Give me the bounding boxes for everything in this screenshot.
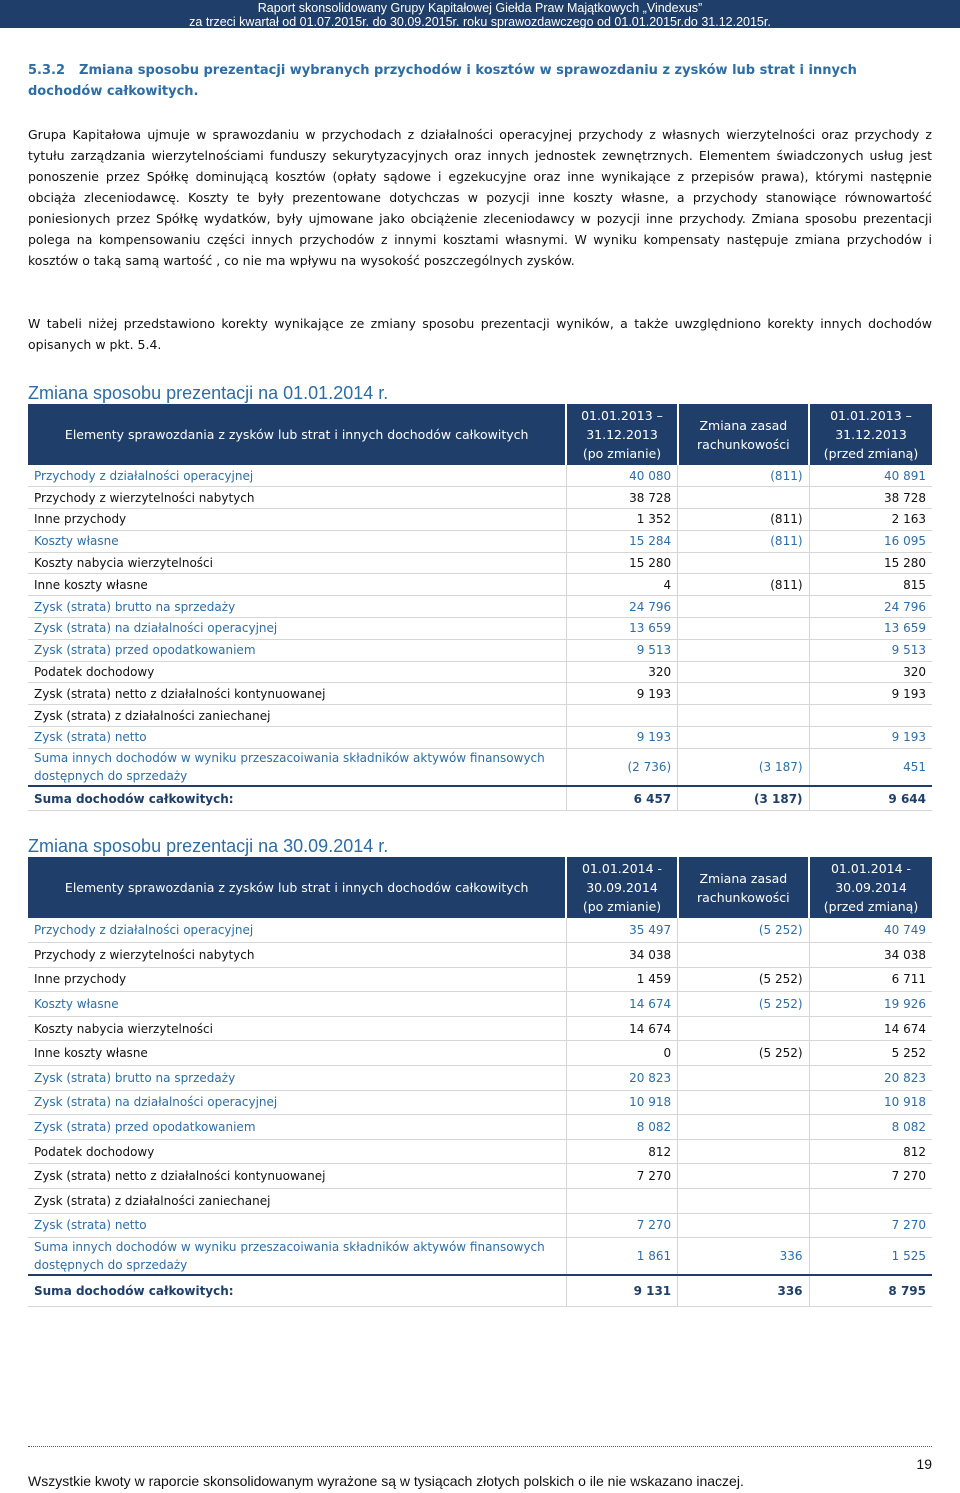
page-number: 19 <box>916 1456 932 1472</box>
row-label: Przychody z działalności operacyjnej <box>28 465 566 487</box>
row-value: (5 252) <box>678 992 809 1017</box>
row-label: Zysk (strata) przed opodatkowaniem <box>28 639 566 661</box>
row-value: 40 891 <box>809 465 932 487</box>
table-header-row <box>28 404 932 465</box>
row-value: 9 193 <box>566 727 677 749</box>
row-value: 38 728 <box>809 487 932 509</box>
table-row <box>28 1016 932 1041</box>
header-line-1: Raport skonsolidowany Grupy Kapitałowej Giełda Praw Majątkowych „Vindexus” <box>257 1 703 15</box>
footer-divider <box>28 1446 932 1447</box>
table-row <box>28 509 932 531</box>
total-row <box>28 1275 932 1306</box>
column-header: 01.01.2014 - 30.09.2014 (przed zmianą) <box>809 857 932 918</box>
total-value: 8 795 <box>809 1275 932 1306</box>
row-value: 6 711 <box>809 967 932 992</box>
table-row <box>28 1164 932 1189</box>
table-row <box>28 574 932 596</box>
row-value: 9 513 <box>809 639 932 661</box>
row-value: 40 749 <box>809 918 932 943</box>
column-header: Zmiana zasad rachunkowości <box>678 404 809 465</box>
row-value: 16 095 <box>809 530 932 552</box>
row-label: Zysk (strata) netto z działalności kontynuowanej <box>28 683 566 705</box>
table-row <box>28 487 932 509</box>
table-row <box>28 552 932 574</box>
table-row <box>28 967 932 992</box>
row-value: 40 080 <box>566 465 677 487</box>
row-label: Inne przychody <box>28 509 566 531</box>
row-value <box>678 727 809 749</box>
row-value: 38 728 <box>566 487 677 509</box>
paragraph-table-note: W tabeli niżej przedstawiono korekty wynikające ze zmiany sposobu prezentacji wyników, a także uwzględniono korekty innych dochodów opisanych w pkt. 5.4. <box>28 316 932 352</box>
row-value: 812 <box>566 1139 677 1164</box>
row-value: (5 252) <box>678 1041 809 1066</box>
row-value <box>678 596 809 618</box>
table1-title: Zmiana sposobu prezentacji na 01.01.2014 r. <box>28 383 389 403</box>
row-value <box>678 618 809 640</box>
row-label: Suma innych dochodów w wyniku przeszacoiwania składników aktywów finansowych dostępnych do sprzedaży <box>28 1238 566 1276</box>
row-value: 10 918 <box>809 1090 932 1115</box>
table-row <box>28 618 932 640</box>
row-label: Zysk (strata) na działalności operacyjnej <box>28 618 566 640</box>
row-value <box>678 1016 809 1041</box>
row-value: 14 674 <box>809 1016 932 1041</box>
row-value: (811) <box>678 465 809 487</box>
row-value: 34 038 <box>566 943 677 968</box>
row-value: 8 082 <box>566 1115 677 1140</box>
row-value <box>678 943 809 968</box>
row-value: 5 252 <box>809 1041 932 1066</box>
table-row <box>28 1090 932 1115</box>
row-label: Zysk (strata) na działalności operacyjnej <box>28 1090 566 1115</box>
row-value <box>678 487 809 509</box>
column-header: 01.01.2013 – 31.12.2013 (po zmianie) <box>566 404 677 465</box>
table-header-row <box>28 857 932 918</box>
row-value <box>566 1189 677 1214</box>
paragraph-intro: Grupa Kapitałowa ujmuje w sprawozdaniu w przychodach z działalności operacyjnej przychody z własnych wierzytelności oraz przychody z tytułu zarządzania wierzytelnościami funduszy sekurytyzacyjnych oraz innych jednostek zewnętrznych. Elementem świadczonych usług jest ponoszenie przez Spółkę dominującą kosztów (opłaty sądowe i egzekucyjne oraz inne wynikające z przepisów prawa), którymi następnie obciąża zleceniodawcę. Koszty te były prezentowane dotychczas w pozycji inne koszty własne, a przychody stanowiące równowartość poniesionych przez Spółkę wydatków, były ujmowane jako obciążenie zleceniodawcy w pozycji inne przychody. Zmiana sposobu prezentacji polega na kompensowaniu części innych przychodów z innymi kosztami własnymi. W wyniku kompensaty następuje zmiana przychodów i kosztów o taką samą wartość , co nie ma wpływu na wysokość poszczególnych zysków. <box>28 127 932 268</box>
total-label: Suma dochodów całkowitych: <box>28 786 566 811</box>
table-row <box>28 748 932 786</box>
row-value: (811) <box>678 574 809 596</box>
row-value: 19 926 <box>809 992 932 1017</box>
table-row <box>28 530 932 552</box>
row-label: Zysk (strata) brutto na sprzedaży <box>28 596 566 618</box>
row-label: Zysk (strata) z działalności zaniechanej <box>28 705 566 727</box>
table-row <box>28 661 932 683</box>
table-row <box>28 705 932 727</box>
section-title: Zmiana sposobu prezentacji wybranych przychodów i kosztów w sprawozdaniu z zysków lub strat i innych dochodów całkowitych. <box>28 63 857 99</box>
column-header: Elementy sprawozdania z zysków lub strat i innych dochodów całkowitych <box>28 857 566 918</box>
row-label: Koszty własne <box>28 530 566 552</box>
row-label: Podatek dochodowy <box>28 1139 566 1164</box>
table-row <box>28 918 932 943</box>
row-value: (811) <box>678 530 809 552</box>
row-value <box>678 1189 809 1214</box>
table-row <box>28 1213 932 1238</box>
row-value <box>678 1164 809 1189</box>
row-value: 14 674 <box>566 1016 677 1041</box>
table1 <box>28 404 932 811</box>
row-label: Koszty własne <box>28 992 566 1017</box>
row-value: (5 252) <box>678 918 809 943</box>
row-value: 1 525 <box>809 1238 932 1276</box>
total-value: 336 <box>678 1275 809 1306</box>
row-value: (3 187) <box>678 748 809 786</box>
row-value: 812 <box>809 1139 932 1164</box>
row-label: Przychody z wierzytelności nabytych <box>28 943 566 968</box>
table-row <box>28 1115 932 1140</box>
column-header: 01.01.2014 - 30.09.2014 (po zmianie) <box>566 857 677 918</box>
row-value <box>678 1213 809 1238</box>
row-value <box>566 705 677 727</box>
row-value: 7 270 <box>566 1164 677 1189</box>
row-value: 20 823 <box>809 1066 932 1091</box>
row-label: Podatek dochodowy <box>28 661 566 683</box>
row-label: Suma innych dochodów w wyniku przeszacoiwania składników aktywów finansowych dostępnych do sprzedaży <box>28 748 566 786</box>
row-label: Zysk (strata) netto <box>28 1213 566 1238</box>
row-value: 320 <box>809 661 932 683</box>
row-value: 7 270 <box>566 1213 677 1238</box>
row-value: 451 <box>809 748 932 786</box>
row-value: 15 280 <box>809 552 932 574</box>
table2-title: Zmiana sposobu prezentacji na 30.09.2014 r. <box>28 836 389 856</box>
row-label: Zysk (strata) netto z działalności kontynuowanej <box>28 1164 566 1189</box>
section-heading <box>28 60 932 102</box>
row-value <box>678 1139 809 1164</box>
row-value: 15 280 <box>566 552 677 574</box>
row-value: 9 193 <box>809 727 932 749</box>
row-value: 336 <box>678 1238 809 1276</box>
table-row <box>28 1189 932 1214</box>
row-value <box>678 552 809 574</box>
row-value: 13 659 <box>566 618 677 640</box>
table2 <box>28 857 932 1307</box>
row-value <box>678 639 809 661</box>
row-label: Zysk (strata) brutto na sprzedaży <box>28 1066 566 1091</box>
row-value: 14 674 <box>566 992 677 1017</box>
page-header <box>0 0 960 28</box>
row-value: 10 918 <box>566 1090 677 1115</box>
total-value: 9 131 <box>566 1275 677 1306</box>
section-number: 5.3.2 <box>28 63 66 78</box>
footer-note: Wszystkie kwoty w raporcie skonsolidowanym wyrażone są w tysiącach złotych polskich o ile nie wskazano inaczej. <box>28 1473 744 1489</box>
row-value <box>678 705 809 727</box>
row-label: Przychody z wierzytelności nabytych <box>28 487 566 509</box>
row-value: 9 193 <box>566 683 677 705</box>
row-label: Zysk (strata) netto <box>28 727 566 749</box>
row-value <box>809 705 932 727</box>
column-header: Zmiana zasad rachunkowości <box>678 857 809 918</box>
row-value: 1 459 <box>566 967 677 992</box>
row-value <box>678 1090 809 1115</box>
row-value: 815 <box>809 574 932 596</box>
header-line-2: za trzeci kwartał od 01.07.2015r. do 30.09.2015r. roku sprawozdawczego od 01.01.2015r.do 31.12.2015r. <box>189 15 771 29</box>
row-label: Zysk (strata) z działalności zaniechanej <box>28 1189 566 1214</box>
total-value: 9 644 <box>809 786 932 811</box>
row-value: 2 163 <box>809 509 932 531</box>
column-header: Elementy sprawozdania z zysków lub strat i innych dochodów całkowitych <box>28 404 566 465</box>
row-value: 0 <box>566 1041 677 1066</box>
row-label: Koszty nabycia wierzytelności <box>28 552 566 574</box>
table-row <box>28 1238 932 1276</box>
row-label: Inne koszty własne <box>28 1041 566 1066</box>
total-label: Suma dochodów całkowitych: <box>28 1275 566 1306</box>
row-value: 1 352 <box>566 509 677 531</box>
table-row <box>28 727 932 749</box>
row-value: 13 659 <box>809 618 932 640</box>
table-row <box>28 683 932 705</box>
table-row <box>28 943 932 968</box>
row-value: 1 861 <box>566 1238 677 1276</box>
row-value: 20 823 <box>566 1066 677 1091</box>
table-row <box>28 596 932 618</box>
table-row <box>28 992 932 1017</box>
total-value: (3 187) <box>678 786 809 811</box>
row-value: 24 796 <box>809 596 932 618</box>
row-value: (811) <box>678 509 809 531</box>
row-label: Inne koszty własne <box>28 574 566 596</box>
row-label: Inne przychody <box>28 967 566 992</box>
row-value: 15 284 <box>566 530 677 552</box>
row-value <box>678 661 809 683</box>
total-row <box>28 786 932 811</box>
row-value: 7 270 <box>809 1213 932 1238</box>
row-label: Przychody z działalności operacyjnej <box>28 918 566 943</box>
column-header: 01.01.2013 – 31.12.2013 (przed zmianą) <box>809 404 932 465</box>
table-row <box>28 1041 932 1066</box>
row-value: 24 796 <box>566 596 677 618</box>
row-value <box>678 1115 809 1140</box>
table-row <box>28 639 932 661</box>
row-value <box>678 683 809 705</box>
row-value: (5 252) <box>678 967 809 992</box>
row-value <box>809 1189 932 1214</box>
row-value <box>678 1066 809 1091</box>
row-value: (2 736) <box>566 748 677 786</box>
table-row <box>28 1139 932 1164</box>
row-value: 7 270 <box>809 1164 932 1189</box>
table-row <box>28 1066 932 1091</box>
row-label: Koszty nabycia wierzytelności <box>28 1016 566 1041</box>
row-value: 9 193 <box>809 683 932 705</box>
total-value: 6 457 <box>566 786 677 811</box>
row-value: 8 082 <box>809 1115 932 1140</box>
row-value: 4 <box>566 574 677 596</box>
row-label: Zysk (strata) przed opodatkowaniem <box>28 1115 566 1140</box>
row-value: 320 <box>566 661 677 683</box>
row-value: 9 513 <box>566 639 677 661</box>
row-value: 34 038 <box>809 943 932 968</box>
table-row <box>28 465 932 487</box>
row-value: 35 497 <box>566 918 677 943</box>
